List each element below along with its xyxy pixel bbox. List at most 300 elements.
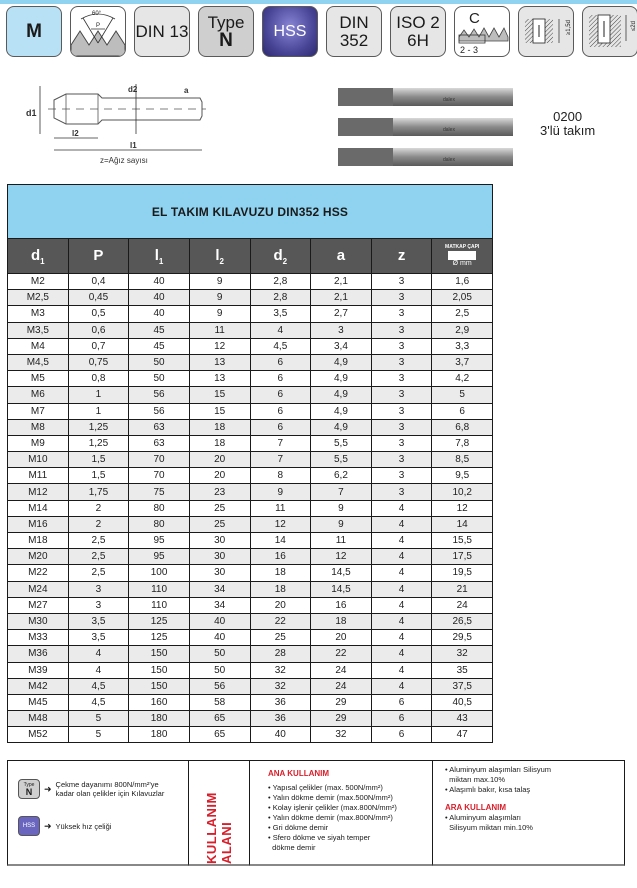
table-row [8,322,493,338]
table-cell: 18 [250,581,311,597]
table-cell: M24 [8,581,69,597]
table-row [8,338,493,354]
table-cell: 7,8 [432,435,493,451]
table-cell: 4 [371,662,432,678]
table-cell: 4 [371,597,432,613]
table-cell: 32 [311,727,372,743]
table-cell: 2,5 [68,549,129,565]
table-cell: 4 [371,549,432,565]
table-cell: 40,5 [432,694,493,710]
table-cell: 180 [129,727,190,743]
usage-item: • Yapısal çelikler (max. 500N/mm²) [268,783,432,793]
product-code-label [540,110,595,138]
table-cell: 2,5 [68,533,129,549]
usage-item: • Aluminyum alaşımları Silisyum [445,765,624,775]
table-cell: 0,8 [68,371,129,387]
table-cell: 6 [250,419,311,435]
main-usage-box [250,760,432,866]
arrow-icon: ➜ [44,820,52,831]
table-cell: M5 [8,371,69,387]
angle-label: 60° [92,11,102,17]
table-cell: 13 [189,371,250,387]
table-cell: 1 [68,403,129,419]
table-cell: 4,5 [250,338,311,354]
header-drill-diameter [432,239,493,274]
usage-item: • Yalın dökme demir (max.800N/mm²) [268,813,432,823]
table-cell: M8 [8,419,69,435]
table-cell: M6 [8,387,69,403]
header-a: a [311,239,372,274]
table-cell: 3 [68,581,129,597]
legend-type-n [18,779,164,799]
table-cell: 3 [371,274,432,290]
set-label: 3'lü takım [540,123,596,138]
usage-item: miktarı max.10% [449,775,506,784]
table-cell: 4,5 [68,678,129,694]
hss-badge [262,6,318,57]
through-hole-depth: ≥1,5d [566,20,572,35]
table-cell: M18 [8,533,69,549]
din-label: DIN [339,12,369,32]
top-accent-bar [0,0,637,4]
iso-class: 6H [407,30,429,50]
table-cell: 40 [129,274,190,290]
table-cell: 29 [311,711,372,727]
table-cell: 40 [129,306,190,322]
hss-label: HSS [273,22,307,40]
din13-badge [134,6,190,57]
table-cell: 35 [432,662,493,678]
legend-box [7,760,188,866]
table-cell: 0,75 [68,354,129,370]
table-row [8,630,493,646]
iso-label: ISO 2 [396,12,440,32]
usage-item: • Alaşımlı bakır, kısa talaş [445,785,624,795]
drawing-caption: z=Ağız sayısı [100,156,148,165]
table-cell: 9 [311,500,372,516]
table-row [8,711,493,727]
type-n-description-1: Çekme dayanımı 800N/mm²'ye [55,780,159,789]
table-cell: M36 [8,646,69,662]
usage-item: • Sfero dökme ve siyah temper [268,833,432,843]
table-row [8,678,493,694]
table-cell: 2 [68,516,129,532]
table-cell: 4 [371,516,432,532]
table-cell: 6 [371,727,432,743]
table-cell: 2,1 [311,290,372,306]
table-cell: 45 [129,338,190,354]
table-cell: M48 [8,711,69,727]
drill-bit-icon: MATKAP ÇAPI Ø mm [445,243,480,267]
table-cell: 7 [250,452,311,468]
table-cell: 6 [371,711,432,727]
table-cell: 22 [311,646,372,662]
table-row [8,403,493,419]
table-cell: 2,7 [311,306,372,322]
table-cell: 125 [129,613,190,629]
table-cell: 1,25 [68,435,129,451]
table-cell: 110 [129,581,190,597]
table-cell: M2,5 [8,290,69,306]
type-value: N [219,29,233,51]
table-cell: 50 [129,371,190,387]
table-cell: M2 [8,274,69,290]
hss-mini-icon: HSS [18,816,40,836]
table-cell: 63 [129,435,190,451]
arrow-icon: ➜ [44,783,52,794]
table-cell: 0,6 [68,322,129,338]
usage-area-label-box [188,760,250,866]
header-p: P [68,239,129,274]
table-cell: 4,2 [432,371,493,387]
table-cell: 6,2 [311,468,372,484]
table-cell: 14 [432,516,493,532]
table-cell: 95 [129,533,190,549]
usage-item: • Yalın dökme demir (max.500N/mm²) [268,793,432,803]
table-cell: 3,3 [432,338,493,354]
table-cell: M3,5 [8,322,69,338]
table-cell: 5 [68,711,129,727]
table-row [8,565,493,581]
table-cell: 3 [311,322,372,338]
table-cell: 2,8 [250,274,311,290]
table-cell: 24 [432,597,493,613]
table-cell: 36 [250,711,311,727]
table-cell: 26,5 [432,613,493,629]
usage-item: • Gri dökme demir [268,823,432,833]
table-cell: 2,05 [432,290,493,306]
table-cell: 40 [189,613,250,629]
table-cell: 3 [371,468,432,484]
type-n-mini-icon: Type N [18,779,40,799]
table-cell: 5 [432,387,493,403]
table-cell: 40 [250,727,311,743]
table-cell: M10 [8,452,69,468]
table-cell: 3,4 [311,338,372,354]
table-cell: 3 [371,387,432,403]
table-cell: 0,45 [68,290,129,306]
usage-area-label: KULLANIM ALANI [204,792,234,864]
table-cell: 70 [129,468,190,484]
table-cell: 9 [250,484,311,500]
table-cell: 150 [129,678,190,694]
table-row [8,694,493,710]
table-cell: 3,5 [250,306,311,322]
table-cell: M33 [8,630,69,646]
table-cell: 2,8 [250,290,311,306]
table-cell: 12 [250,516,311,532]
table-cell: 3 [371,419,432,435]
table-cell: 17,5 [432,549,493,565]
table-cell: 3 [371,452,432,468]
table-cell: M52 [8,727,69,743]
table-cell: 15 [189,403,250,419]
table-cell: 1,6 [432,274,493,290]
table-cell: 2,5 [68,565,129,581]
type-label: Type [207,12,245,32]
table-cell: 8,5 [432,452,493,468]
thread-angle-icon [70,6,126,57]
table-cell: 4,5 [68,694,129,710]
table-cell: 4 [371,630,432,646]
table-cell: 18 [250,565,311,581]
usage-section [7,760,625,866]
table-cell: 7 [250,435,311,451]
table-row [8,435,493,451]
table-cell: 18 [189,435,250,451]
table-cell: 56 [129,403,190,419]
header-d2: $d_2$ [250,239,311,274]
table-cell: M30 [8,613,69,629]
table-row [8,290,493,306]
table-cell: 36 [250,694,311,710]
table-cell: 12 [311,549,372,565]
brand-mark-1: dalex [443,97,455,103]
table-cell: M12 [8,484,69,500]
type-n-description-2: kadar olan çelikler için Kılavuzlar [55,789,165,798]
header-d1: $d_1$ [8,239,69,274]
usage-item: dökme demir [272,843,316,852]
table-cell: 29 [311,694,372,710]
table-cell: 12 [432,500,493,516]
table-cell: 2 [68,500,129,516]
table-cell: 160 [129,694,190,710]
table-cell: 11 [311,533,372,549]
table-cell: 4 [250,322,311,338]
table-cell: 43 [432,711,493,727]
table-cell: 28 [250,646,311,662]
table-cell: 8 [250,468,311,484]
blind-hole-icon [582,6,637,57]
table-cell: 21 [432,581,493,597]
l2-label: l2 [72,129,79,138]
table-cell: 20 [189,468,250,484]
table-cell: 25 [189,516,250,532]
table-cell: M3 [8,306,69,322]
table-cell: 2,5 [432,306,493,322]
table-cell: 11 [250,500,311,516]
table-cell: 19,5 [432,565,493,581]
table-cell: 3 [371,371,432,387]
usage-item: • Aluminyum alaşımları [445,813,624,823]
d2-label: d2 [128,85,138,94]
table-row [8,306,493,322]
table-cell: 150 [129,646,190,662]
table-cell: 7 [311,484,372,500]
table-cell: 4 [68,662,129,678]
table-cell: 6 [250,354,311,370]
table-cell: 6 [250,371,311,387]
table-cell: M20 [8,549,69,565]
table-row [8,371,493,387]
table-cell: M27 [8,597,69,613]
table-cell: 14 [250,533,311,549]
table-cell: 24 [311,662,372,678]
table-cell: 15,5 [432,533,493,549]
table-cell: 6,8 [432,419,493,435]
table-cell: 58 [189,694,250,710]
table-cell: 16 [311,597,372,613]
table-cell: 100 [129,565,190,581]
table-cell: 23 [189,484,250,500]
table-cell: 20 [311,630,372,646]
table-cell: 20 [250,597,311,613]
table-cell: 30 [189,565,250,581]
table-cell: M4 [8,338,69,354]
l1-label: l1 [130,141,137,150]
table-cell: 2,9 [432,322,493,338]
table-cell: 1,75 [68,484,129,500]
hss-description: Yüksek hız çeliği [55,821,112,831]
table-cell: 34 [189,597,250,613]
iso-tolerance-badge [390,6,446,57]
table-cell: 45 [129,322,190,338]
table-cell: 3 [371,354,432,370]
table-cell: M4,5 [8,354,69,370]
table-cell: 75 [129,484,190,500]
table-cell: 70 [129,452,190,468]
table-cell: 4,9 [311,354,372,370]
table-cell: 32 [250,662,311,678]
brand-mark-2: dalex [443,127,455,133]
table-cell: 0,5 [68,306,129,322]
chamfer-form-label: C [469,10,480,27]
table-cell: 4 [371,500,432,516]
table-cell: 1,25 [68,419,129,435]
table-cell: 50 [189,662,250,678]
table-cell: 40 [129,290,190,306]
table-row [8,274,493,290]
table-cell: 34 [189,581,250,597]
table-row [8,516,493,532]
table-cell: 10,2 [432,484,493,500]
table-cell: 56 [129,387,190,403]
table-cell: M16 [8,516,69,532]
table-cell: 4,9 [311,371,372,387]
table-row [8,500,493,516]
table-cell: 18 [311,613,372,629]
metric-label: M [26,20,42,42]
table-cell: 1,5 [68,468,129,484]
table-cell: 3 [371,322,432,338]
table-cell: 80 [129,516,190,532]
table-cell: 50 [129,354,190,370]
table-row [8,533,493,549]
table-cell: M39 [8,662,69,678]
table-cell: M11 [8,468,69,484]
table-cell: 65 [189,727,250,743]
chamfer-form-icon [454,6,510,57]
din-number: 352 [339,30,369,50]
table-cell: 150 [129,662,190,678]
table-cell: 14,5 [311,581,372,597]
table-cell: 37,5 [432,678,493,694]
table-cell: 11 [189,322,250,338]
through-hole-icon [518,6,574,57]
a-label: a [184,86,189,95]
table-cell: 3 [371,306,432,322]
table-cell: 125 [129,630,190,646]
table-cell: 14,5 [311,565,372,581]
table-cell: 9 [189,306,250,322]
spec-icon-row [6,6,637,57]
header-l2: $l_2$ [189,239,250,274]
table-cell: 6 [371,694,432,710]
table-cell: 4 [371,565,432,581]
table-row [8,597,493,613]
table-cell: 110 [129,597,190,613]
table-cell: 13 [189,354,250,370]
table-cell: 5,5 [311,435,372,451]
spec-table [7,184,493,743]
table-cell: 22 [250,613,311,629]
table-cell: 5 [68,727,129,743]
table-row [8,484,493,500]
table-cell: 12 [189,338,250,354]
table-cell: 1,5 [68,452,129,468]
table-cell: 15 [189,387,250,403]
table-cell: M45 [8,694,69,710]
table-row [8,387,493,403]
table-cell: 0,4 [68,274,129,290]
table-cell: 2,1 [311,274,372,290]
type-n-badge [198,6,254,57]
table-cell: 32 [432,646,493,662]
table-cell: 18 [189,419,250,435]
table-cell: 95 [129,549,190,565]
table-row [8,549,493,565]
table-row [8,662,493,678]
table-cell: 4,9 [311,419,372,435]
table-cell: 5,5 [311,452,372,468]
table-row [8,468,493,484]
din13-label: DIN 13 [135,21,189,41]
table-cell: 9 [189,274,250,290]
table-cell: M22 [8,565,69,581]
table-cell: 63 [129,419,190,435]
table-cell: 25 [189,500,250,516]
table-cell: 47 [432,727,493,743]
usage-item: Silisyum miktarı min.10% [449,823,533,832]
chamfer-threads-label: 2 - 3 [460,45,479,55]
table-cell: 30 [189,549,250,565]
table-cell: M9 [8,435,69,451]
header-z: z [371,239,432,274]
table-cell: M7 [8,403,69,419]
table-cell: 32 [250,678,311,694]
table-cell: 3 [371,290,432,306]
table-header [8,239,493,274]
table-cell: M42 [8,678,69,694]
table-cell: 50 [189,646,250,662]
table-cell: 4 [371,533,432,549]
table-cell: 80 [129,500,190,516]
table-cell: 3 [371,338,432,354]
other-usage-box [432,760,625,866]
main-usage-title: ANA KULLANIM [268,769,330,778]
table-cell: 3 [371,435,432,451]
table-row [8,727,493,743]
table-cell: 1 [68,387,129,403]
table-cell: 4 [371,581,432,597]
d1-label: d1 [26,108,37,118]
table-row [8,581,493,597]
table-cell: 3,5 [68,630,129,646]
table-cell: 4 [371,613,432,629]
tap-set-photo [338,84,518,174]
table-cell: 20 [189,452,250,468]
usage-item: • Kolay işlenir çelikler (max.800N/mm²) [268,803,432,813]
